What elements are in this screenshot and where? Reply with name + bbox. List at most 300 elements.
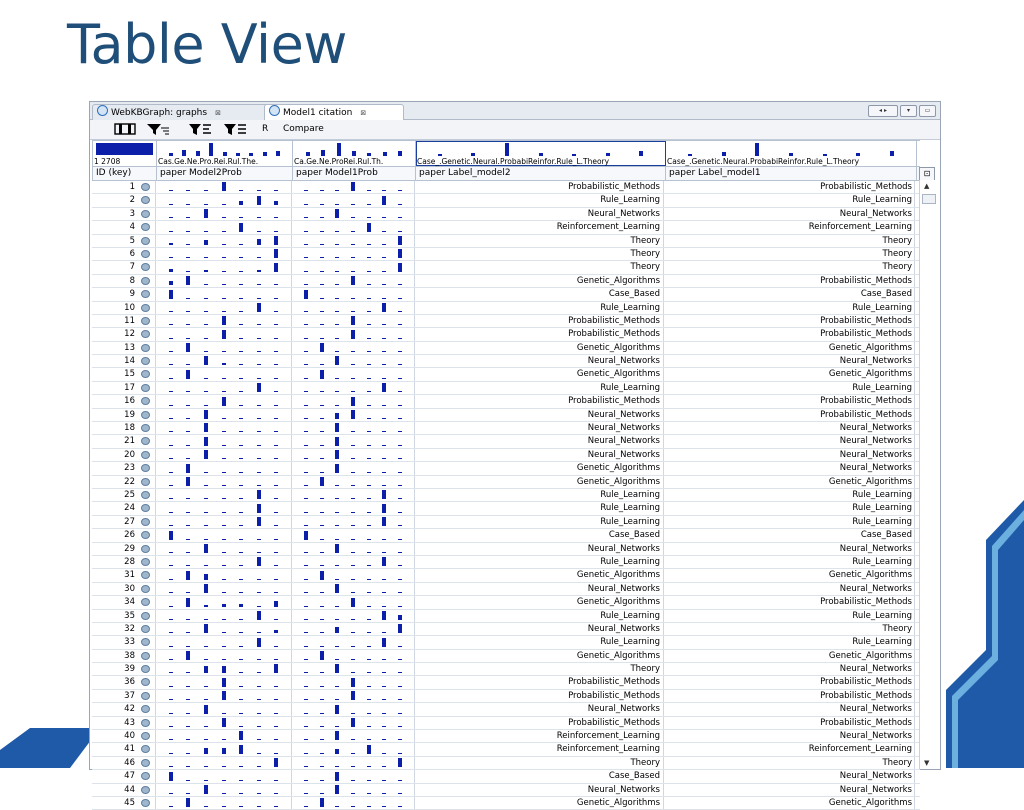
cell-id bbox=[92, 556, 156, 568]
cell-model2prob bbox=[156, 743, 292, 755]
probability-bar bbox=[257, 780, 261, 781]
probability-bar bbox=[382, 196, 386, 205]
cell-model1prob bbox=[292, 261, 415, 273]
cell-id bbox=[92, 462, 156, 474]
table-row[interactable] bbox=[92, 676, 920, 689]
histogram-id[interactable] bbox=[93, 141, 157, 166]
probability-bar bbox=[257, 458, 261, 459]
cell-label-model1: Rule_Learning bbox=[665, 489, 915, 501]
table-row[interactable] bbox=[92, 435, 920, 448]
probability-bar bbox=[186, 726, 190, 727]
histogram-label-model1[interactable] bbox=[666, 141, 917, 166]
probability-bar bbox=[204, 311, 208, 312]
cell-label-model1: Rule_Learning bbox=[665, 302, 915, 314]
table-row[interactable] bbox=[92, 663, 920, 676]
cell-label-model1: Case_Based bbox=[665, 529, 915, 541]
probability-bar bbox=[351, 257, 355, 258]
probability-bar bbox=[398, 311, 402, 312]
probability-bar bbox=[257, 364, 261, 365]
probability-bar bbox=[320, 498, 324, 499]
probability-bar bbox=[274, 311, 278, 312]
table-row[interactable] bbox=[92, 717, 920, 730]
header-model1prob[interactable]: paper Model1Prob bbox=[293, 167, 416, 180]
probability-bar bbox=[274, 472, 278, 473]
id-value: 26 bbox=[124, 530, 135, 541]
toolbar bbox=[90, 120, 940, 140]
probability-bar bbox=[222, 659, 226, 660]
cell-model1prob bbox=[292, 435, 415, 447]
probability-bar bbox=[335, 423, 339, 432]
probability-bar bbox=[204, 780, 208, 781]
probability-bar bbox=[169, 269, 173, 272]
cell-model1prob bbox=[292, 489, 415, 501]
probability-bar bbox=[367, 190, 371, 191]
table-row[interactable] bbox=[92, 181, 920, 194]
probability-bar bbox=[239, 458, 243, 459]
probability-bar bbox=[222, 748, 226, 754]
table-row[interactable] bbox=[92, 328, 920, 341]
probability-bar bbox=[304, 485, 308, 486]
cell-model1prob bbox=[292, 529, 415, 541]
probability-bar bbox=[351, 598, 355, 607]
probability-bar bbox=[398, 351, 402, 352]
probability-bar bbox=[204, 324, 208, 325]
probability-bar bbox=[351, 204, 355, 205]
probability-bar bbox=[367, 686, 371, 687]
cell-id bbox=[92, 663, 156, 675]
cell-label-model2: Genetic_Algorithms bbox=[415, 569, 664, 581]
r-button[interactable]: R bbox=[262, 124, 269, 134]
probability-bar bbox=[274, 806, 278, 807]
table-row[interactable] bbox=[92, 583, 920, 596]
probability-bar bbox=[222, 271, 226, 272]
probability-bar bbox=[274, 552, 278, 553]
cell-model1prob bbox=[292, 342, 415, 354]
probability-bar bbox=[169, 592, 173, 593]
table-row[interactable] bbox=[92, 368, 920, 381]
cell-label-model1: Rule_Learning bbox=[665, 636, 915, 648]
cell-id bbox=[92, 569, 156, 581]
probability-bar bbox=[351, 525, 355, 526]
probability-bar bbox=[186, 364, 190, 365]
probability-bar bbox=[335, 525, 339, 526]
cell-label-model2: Rule_Learning bbox=[415, 502, 664, 514]
probability-bar bbox=[304, 364, 308, 365]
probability-bar bbox=[239, 525, 243, 526]
chevron-down-icon[interactable]: ▾ bbox=[900, 105, 917, 117]
probability-bar bbox=[222, 316, 226, 325]
cell-id bbox=[92, 730, 156, 742]
cell-label-model2: Genetic_Algorithms bbox=[415, 342, 664, 354]
cell-label-model1: Probabilistic_Methods bbox=[665, 275, 915, 287]
node-icon bbox=[141, 772, 150, 780]
probability-bar bbox=[204, 666, 208, 673]
probability-bar bbox=[186, 343, 190, 352]
probability-bar bbox=[304, 338, 308, 339]
probability-bar bbox=[169, 619, 173, 620]
histogram-bar bbox=[539, 153, 543, 157]
compare-button[interactable]: Compare bbox=[283, 124, 324, 134]
probability-bar bbox=[320, 298, 324, 299]
probability-bar bbox=[398, 606, 402, 607]
probability-bar bbox=[320, 512, 324, 513]
table-row[interactable] bbox=[92, 288, 920, 301]
probability-bar bbox=[304, 244, 308, 245]
probability-bar bbox=[304, 780, 308, 781]
table-row[interactable] bbox=[92, 261, 920, 274]
probability-bar bbox=[239, 445, 243, 446]
node-icon bbox=[141, 344, 150, 352]
tab-scroll-arrows-icon[interactable]: ◂ ▸ bbox=[868, 105, 898, 117]
sort-descending-icon[interactable] bbox=[223, 122, 247, 137]
table-row[interactable] bbox=[92, 489, 920, 502]
histogram-bar bbox=[321, 150, 325, 156]
probability-bar bbox=[186, 651, 190, 660]
cell-model2prob bbox=[156, 650, 292, 662]
probability-bar bbox=[204, 338, 208, 339]
table-row[interactable] bbox=[92, 382, 920, 395]
histogram-bar bbox=[572, 154, 576, 156]
probability-bar bbox=[320, 338, 324, 339]
probability-bar bbox=[320, 217, 324, 218]
cell-model1prob bbox=[292, 181, 415, 193]
table-row[interactable] bbox=[92, 275, 920, 288]
histogram-label-model2[interactable] bbox=[416, 141, 666, 166]
id-value: 6 bbox=[129, 248, 135, 259]
id-value: 7 bbox=[129, 262, 135, 273]
probability-bar bbox=[367, 418, 371, 419]
probability-bar bbox=[186, 464, 190, 473]
probability-bar bbox=[222, 718, 226, 727]
header-label-model2[interactable]: paper Label_model2 bbox=[416, 167, 666, 180]
table-row[interactable] bbox=[92, 516, 920, 529]
probability-bar bbox=[239, 672, 243, 673]
cell-model2prob bbox=[156, 462, 292, 474]
cell-model1prob bbox=[292, 717, 415, 729]
probability-bar bbox=[257, 217, 261, 218]
node-icon bbox=[141, 625, 150, 633]
probability-bar bbox=[257, 231, 261, 232]
cell-id bbox=[92, 382, 156, 394]
probability-bar bbox=[239, 619, 243, 620]
table-row[interactable] bbox=[92, 208, 920, 221]
header-label-model1[interactable]: paper Label_model1 bbox=[666, 167, 917, 180]
probability-bar bbox=[239, 780, 243, 781]
table-row[interactable] bbox=[92, 650, 920, 663]
cell-label-model2: Rule_Learning bbox=[415, 516, 664, 528]
table-row[interactable] bbox=[92, 543, 920, 556]
probability-bar bbox=[335, 257, 339, 258]
table-row[interactable] bbox=[92, 355, 920, 368]
probability-bar bbox=[257, 632, 261, 633]
probability-bar bbox=[320, 472, 324, 473]
cell-model1prob bbox=[292, 409, 415, 421]
cell-label-model1: Probabilistic_Methods bbox=[665, 328, 915, 340]
cell-label-model1: Rule_Learning bbox=[665, 502, 915, 514]
probability-bar bbox=[274, 190, 278, 191]
probability-bar bbox=[204, 485, 208, 486]
probability-bar bbox=[169, 793, 173, 794]
table-row[interactable] bbox=[92, 462, 920, 475]
id-value: 37 bbox=[124, 690, 135, 701]
table-row[interactable] bbox=[92, 342, 920, 355]
probability-bar bbox=[335, 405, 339, 406]
probability-bar bbox=[382, 753, 386, 754]
cell-model2prob bbox=[156, 248, 292, 260]
probability-bar bbox=[257, 378, 261, 379]
probability-bar bbox=[367, 726, 371, 727]
probability-bar bbox=[367, 244, 371, 245]
node-icon bbox=[141, 464, 150, 472]
probability-bar bbox=[257, 699, 261, 700]
probability-bar bbox=[274, 539, 278, 540]
probability-bar bbox=[335, 338, 339, 339]
probability-bar bbox=[367, 338, 371, 339]
probability-bar bbox=[222, 397, 226, 406]
cell-label-model2: Theory bbox=[415, 757, 664, 769]
probability-bar bbox=[335, 271, 339, 272]
id-value: 19 bbox=[124, 409, 135, 420]
probability-bar bbox=[239, 378, 243, 379]
close-icon[interactable]: ⊠ bbox=[360, 109, 367, 117]
probability-bar bbox=[367, 592, 371, 593]
probability-bar bbox=[367, 298, 371, 299]
probability-bar bbox=[257, 672, 261, 673]
probability-bar bbox=[169, 659, 173, 660]
cell-id bbox=[92, 610, 156, 622]
probability-bar bbox=[320, 431, 324, 432]
probability-bar bbox=[304, 458, 308, 459]
scroll-thumb[interactable] bbox=[922, 194, 936, 204]
histogram-model2prob[interactable] bbox=[157, 141, 293, 166]
probability-bar bbox=[257, 713, 261, 714]
probability-bar bbox=[351, 311, 355, 312]
probability-bar bbox=[304, 431, 308, 432]
probability-bar bbox=[335, 686, 339, 687]
cell-model2prob bbox=[156, 797, 292, 809]
table-row[interactable] bbox=[92, 409, 920, 422]
cell-model1prob bbox=[292, 676, 415, 688]
probability-bar bbox=[257, 485, 261, 486]
probability-bar bbox=[204, 270, 208, 272]
cell-label-model1: Probabilistic_Methods bbox=[665, 409, 915, 421]
probability-bar bbox=[304, 753, 308, 754]
cell-id bbox=[92, 409, 156, 421]
id-value: 29 bbox=[124, 543, 135, 554]
probability-bar bbox=[204, 686, 208, 687]
probability-bar bbox=[204, 512, 208, 513]
probability-bar bbox=[382, 606, 386, 607]
probability-bar bbox=[398, 263, 402, 272]
probability-bar bbox=[304, 284, 308, 285]
probability-bar bbox=[351, 244, 355, 245]
scroll-down-icon[interactable]: ▼ bbox=[924, 759, 930, 767]
probability-bar bbox=[274, 758, 278, 767]
probability-bar bbox=[335, 298, 339, 299]
id-value: 42 bbox=[124, 704, 135, 715]
table-row[interactable] bbox=[92, 797, 920, 810]
tab-model1-citation[interactable] bbox=[264, 104, 404, 121]
probability-bar bbox=[382, 793, 386, 794]
table-row[interactable] bbox=[92, 610, 920, 623]
cell-label-model2: Reinforcement_Learning bbox=[415, 730, 664, 742]
table-row[interactable] bbox=[92, 248, 920, 261]
probability-bar bbox=[367, 619, 371, 620]
restore-icon[interactable]: ▭ bbox=[919, 105, 936, 117]
probability-bar bbox=[382, 686, 386, 687]
table-row[interactable] bbox=[92, 235, 920, 248]
probability-bar bbox=[169, 512, 173, 513]
histogram-bar bbox=[383, 152, 387, 156]
probability-bar bbox=[204, 190, 208, 191]
probability-bar bbox=[335, 464, 339, 473]
histogram-bar bbox=[755, 143, 759, 156]
probability-bar bbox=[239, 498, 243, 499]
probability-bar bbox=[239, 726, 243, 727]
tab-graphs[interactable] bbox=[92, 104, 272, 120]
cell-label-model2: Rule_Learning bbox=[415, 556, 664, 568]
probability-bar bbox=[335, 244, 339, 245]
table-row[interactable] bbox=[92, 556, 920, 569]
histogram-bar bbox=[639, 151, 643, 156]
probability-bar bbox=[186, 780, 190, 781]
cell-model2prob bbox=[156, 636, 292, 648]
probability-bar bbox=[222, 739, 226, 740]
probability-bar bbox=[304, 793, 308, 794]
id-value: 18 bbox=[124, 423, 135, 434]
table-row[interactable] bbox=[92, 569, 920, 582]
table-row[interactable] bbox=[92, 221, 920, 234]
table-row[interactable] bbox=[92, 315, 920, 328]
cell-label-model1: Reinforcement_Learning bbox=[665, 743, 915, 755]
probability-bar bbox=[398, 512, 402, 513]
cell-model1prob bbox=[292, 797, 415, 809]
cell-model2prob bbox=[156, 730, 292, 742]
probability-bar bbox=[222, 565, 226, 566]
probability-bar bbox=[204, 748, 208, 754]
probability-bar bbox=[320, 525, 324, 526]
probability-bar bbox=[274, 592, 278, 593]
table-row[interactable] bbox=[92, 743, 920, 756]
cell-model2prob bbox=[156, 543, 292, 555]
id-value: 34 bbox=[124, 597, 135, 608]
table-row[interactable] bbox=[92, 476, 920, 489]
probability-bar bbox=[186, 204, 190, 205]
probability-bar bbox=[304, 672, 308, 673]
table-row[interactable] bbox=[92, 690, 920, 703]
close-icon[interactable]: ⊠ bbox=[215, 109, 221, 117]
cell-label-model1: Theory bbox=[665, 757, 915, 769]
probability-bar bbox=[222, 806, 226, 807]
header-id[interactable]: ID (key) bbox=[93, 167, 157, 180]
histogram-bar bbox=[856, 153, 860, 156]
cell-label-model1: Theory bbox=[665, 623, 915, 635]
probability-bar bbox=[351, 678, 355, 687]
columns-icon[interactable] bbox=[114, 122, 136, 137]
probability-bar bbox=[274, 249, 278, 258]
probability-bar bbox=[320, 445, 324, 446]
column-chooser-icon[interactable]: ⊡ bbox=[919, 167, 935, 181]
probability-bar bbox=[382, 806, 386, 807]
probability-bar bbox=[257, 383, 261, 392]
vertical-scrollbar[interactable] bbox=[919, 180, 936, 769]
cell-model1prob bbox=[292, 235, 415, 247]
probability-bar bbox=[351, 512, 355, 513]
table-row[interactable] bbox=[92, 422, 920, 435]
table-row[interactable] bbox=[92, 395, 920, 408]
probability-bar bbox=[257, 726, 261, 727]
cell-label-model2: Rule_Learning bbox=[415, 489, 664, 501]
probability-bar bbox=[320, 619, 324, 620]
probability-bar bbox=[304, 579, 308, 580]
probability-bar bbox=[169, 766, 173, 767]
header-model2prob[interactable]: paper Model2Prob bbox=[157, 167, 293, 180]
table-row[interactable] bbox=[92, 194, 920, 207]
histogram-bar bbox=[890, 151, 894, 156]
probability-bar bbox=[304, 271, 308, 272]
cell-label-model2: Neural_Networks bbox=[415, 543, 664, 555]
id-value: 12 bbox=[124, 329, 135, 340]
probability-bar bbox=[320, 793, 324, 794]
probability-bar bbox=[274, 713, 278, 714]
probability-bar bbox=[169, 290, 173, 299]
probability-bar bbox=[239, 271, 243, 272]
table-row[interactable] bbox=[92, 730, 920, 743]
filter-icon[interactable] bbox=[145, 122, 171, 137]
cell-label-model1: Rule_Learning bbox=[665, 382, 915, 394]
probability-bar bbox=[204, 410, 208, 419]
probability-bar bbox=[398, 431, 402, 432]
scroll-up-icon[interactable]: ▲ bbox=[924, 182, 930, 190]
probability-bar bbox=[186, 418, 190, 419]
table-row[interactable] bbox=[92, 502, 920, 515]
probability-bar bbox=[367, 739, 371, 740]
probability-bar bbox=[304, 592, 308, 593]
histogram-model1prob[interactable] bbox=[293, 141, 416, 166]
table-row[interactable] bbox=[92, 784, 920, 797]
probability-bar bbox=[222, 378, 226, 379]
probability-bar bbox=[320, 552, 324, 553]
cell-id bbox=[92, 636, 156, 648]
probability-bar bbox=[320, 364, 324, 365]
probability-bar bbox=[257, 239, 261, 245]
probability-bar bbox=[351, 592, 355, 593]
left-decoration bbox=[0, 728, 100, 768]
table-row[interactable] bbox=[92, 302, 920, 315]
table-row[interactable] bbox=[92, 623, 920, 636]
cell-id bbox=[92, 690, 156, 702]
probability-bar bbox=[304, 204, 308, 205]
node-icon bbox=[141, 518, 150, 526]
table-row[interactable] bbox=[92, 636, 920, 649]
sort-ascending-icon[interactable] bbox=[188, 122, 212, 137]
tab-label: WebKBGraph: graphs bbox=[111, 108, 208, 118]
table-row[interactable] bbox=[92, 596, 920, 609]
cell-id bbox=[92, 248, 156, 260]
cell-model2prob bbox=[156, 261, 292, 273]
probability-bar bbox=[222, 351, 226, 352]
table-row[interactable] bbox=[92, 757, 920, 770]
cell-id bbox=[92, 543, 156, 555]
table-row[interactable] bbox=[92, 703, 920, 716]
graph-icon bbox=[97, 105, 108, 116]
table-row[interactable] bbox=[92, 449, 920, 462]
probability-bar bbox=[257, 579, 261, 580]
table-row[interactable] bbox=[92, 529, 920, 542]
table-row[interactable] bbox=[92, 770, 920, 783]
cell-label-model2: Genetic_Algorithms bbox=[415, 476, 664, 488]
probability-bar bbox=[335, 785, 339, 794]
